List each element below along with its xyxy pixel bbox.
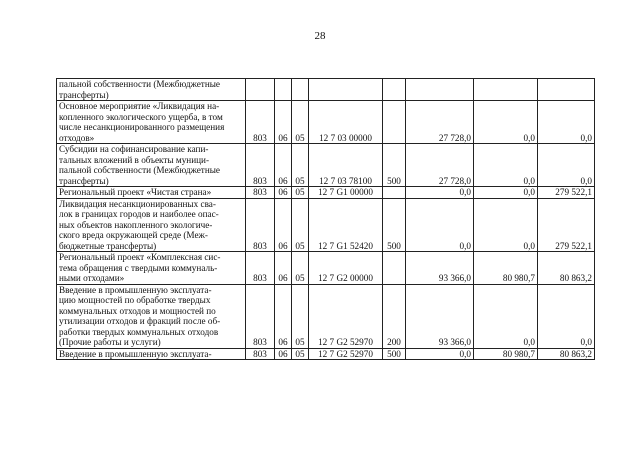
table-row bbox=[57, 144, 595, 187]
ministry-code-cell: 803 bbox=[246, 252, 275, 285]
table-row bbox=[57, 198, 595, 252]
table-row bbox=[57, 348, 595, 360]
amount-year3-cell: 80 863,2 bbox=[538, 252, 595, 285]
section-code-cell: 06 bbox=[275, 252, 292, 285]
amount-year2-cell: 0,0 bbox=[474, 198, 538, 252]
section-code-cell: 06 bbox=[275, 101, 292, 144]
item-name-cell bbox=[57, 144, 246, 187]
target-article-cell: 12 7 03 00000 bbox=[309, 101, 383, 144]
page-number: 28 bbox=[314, 30, 326, 42]
item-name-line: Субсидии на софинансирование капи- bbox=[59, 144, 209, 154]
item-name-line: тальных вложений в объекты муници- bbox=[59, 154, 210, 165]
subsection-code-cell: 05 bbox=[292, 187, 309, 199]
item-name-cell bbox=[57, 79, 246, 101]
item-name-line: ными отходами» bbox=[59, 273, 125, 283]
table-row bbox=[57, 284, 595, 348]
item-name-line: пальной собственности (Межбюджетные bbox=[59, 79, 220, 89]
item-name-line: Региональный проект «Комплексная сис- bbox=[59, 252, 221, 262]
item-name-line: копленного экологического ущерба, в том bbox=[59, 111, 223, 122]
expense-type-cell bbox=[383, 79, 406, 101]
amount-year2-cell: 0,0 bbox=[474, 284, 538, 348]
amount-year2-cell: 80 980,7 bbox=[474, 348, 538, 360]
section-code-cell: 06 bbox=[275, 284, 292, 348]
amount-year3-cell: 279 522,1 bbox=[538, 187, 595, 199]
expense-type-cell: 200 bbox=[383, 284, 406, 348]
expense-type-cell bbox=[383, 101, 406, 144]
amount-year3-cell: 80 863,2 bbox=[538, 348, 595, 360]
amount-year1-cell: 0,0 bbox=[406, 198, 474, 252]
item-name-cell bbox=[57, 348, 246, 360]
item-name-line: Основное мероприятие «Ликвидация на- bbox=[59, 101, 220, 111]
item-name-cell bbox=[57, 284, 246, 348]
ministry-code-cell: 803 bbox=[246, 284, 275, 348]
ministry-code-cell: 803 bbox=[246, 144, 275, 187]
subsection-code-cell bbox=[292, 79, 309, 101]
amount-year1-cell: 93 366,0 bbox=[406, 252, 474, 285]
budget-table bbox=[56, 78, 595, 360]
section-code-cell bbox=[275, 79, 292, 101]
item-name-line: Ликвидация несанкционированных сва- bbox=[59, 198, 216, 209]
amount-year3-cell: 0,0 bbox=[538, 144, 595, 187]
amount-year3-cell bbox=[538, 79, 595, 101]
item-name-line: утилизации отходов и фракций после об- bbox=[59, 316, 221, 326]
subsection-code-cell: 05 bbox=[292, 284, 309, 348]
item-name-line: ных объектов накопленного экологиче- bbox=[59, 219, 213, 230]
section-code-cell: 06 bbox=[275, 187, 292, 199]
table-body bbox=[57, 79, 595, 360]
amount-year2-cell bbox=[474, 79, 538, 101]
section-code-cell: 06 bbox=[275, 198, 292, 252]
ministry-code-cell bbox=[246, 79, 275, 101]
item-name-line: коммунальных отходов и мощностей по bbox=[59, 305, 216, 316]
item-name-cell bbox=[57, 252, 246, 285]
amount-year1-cell: 93 366,0 bbox=[406, 284, 474, 348]
item-name-line: Введение в промышленную эксплуата- bbox=[59, 348, 212, 359]
table-row bbox=[57, 101, 595, 144]
expense-type-cell: 500 bbox=[383, 348, 406, 360]
target-article-cell: 12 7 03 78100 bbox=[309, 144, 383, 187]
subsection-code-cell: 05 bbox=[292, 101, 309, 144]
item-name-line: пальной собственности (Межбюджетные bbox=[59, 165, 220, 175]
target-article-cell: 12 7 G2 52970 bbox=[309, 348, 383, 360]
item-name-line: тема обращения с твердыми коммуналь- bbox=[59, 262, 218, 273]
item-name-line: ского вреда окружающей среде (Меж- bbox=[59, 230, 208, 240]
target-article-cell bbox=[309, 79, 383, 101]
expense-type-cell: 500 bbox=[383, 198, 406, 252]
item-name-line: отходов» bbox=[59, 132, 95, 143]
section-code-cell: 06 bbox=[275, 144, 292, 187]
section-code-cell: 06 bbox=[275, 348, 292, 360]
item-name-line: цию мощностей по обработке твердых bbox=[59, 295, 211, 305]
expense-type-cell bbox=[383, 187, 406, 199]
target-article-cell: 12 7 G1 00000 bbox=[309, 187, 383, 199]
amount-year2-cell: 0,0 bbox=[474, 101, 538, 144]
table-row bbox=[57, 187, 595, 199]
amount-year2-cell: 0,0 bbox=[474, 144, 538, 187]
table-row bbox=[57, 252, 595, 285]
item-name-line: числе несанкционированного размещения bbox=[59, 122, 225, 132]
subsection-code-cell: 05 bbox=[292, 252, 309, 285]
amount-year1-cell: 0,0 bbox=[406, 187, 474, 199]
item-name-cell bbox=[57, 101, 246, 144]
target-article-cell: 12 7 G2 52970 bbox=[309, 284, 383, 348]
item-name-line: лок в границах городов и наиболее опас- bbox=[59, 209, 219, 219]
subsection-code-cell: 05 bbox=[292, 144, 309, 187]
ministry-code-cell: 803 bbox=[246, 348, 275, 360]
item-name-line: Региональный проект «Чистая страна» bbox=[59, 187, 212, 197]
target-article-cell: 12 7 G2 00000 bbox=[309, 252, 383, 285]
target-article-cell: 12 7 G1 52420 bbox=[309, 198, 383, 252]
item-name-cell bbox=[57, 187, 246, 199]
amount-year3-cell: 0,0 bbox=[538, 101, 595, 144]
subsection-code-cell: 05 bbox=[292, 348, 309, 360]
amount-year3-cell: 279 522,1 bbox=[538, 198, 595, 252]
table-row bbox=[57, 79, 595, 101]
amount-year3-cell: 0,0 bbox=[538, 284, 595, 348]
ministry-code-cell: 803 bbox=[246, 198, 275, 252]
expense-type-cell: 500 bbox=[383, 144, 406, 187]
item-name-line: работки твердых коммунальных отходов bbox=[59, 326, 219, 337]
item-name-line: бюджетные трансферты) bbox=[59, 240, 157, 251]
amount-year2-cell: 0,0 bbox=[474, 187, 538, 199]
item-name-line: трансферты) bbox=[59, 175, 109, 186]
amount-year1-cell: 0,0 bbox=[406, 348, 474, 360]
item-name-line: Введение в промышленную эксплуата- bbox=[59, 284, 212, 295]
subsection-code-cell: 05 bbox=[292, 198, 309, 252]
amount-year1-cell bbox=[406, 79, 474, 101]
ministry-code-cell: 803 bbox=[246, 101, 275, 144]
expense-type-cell bbox=[383, 252, 406, 285]
item-name-line: трансферты) bbox=[59, 89, 109, 100]
item-name-line: (Прочие работы и услуги) bbox=[59, 337, 161, 347]
item-name-cell bbox=[57, 198, 246, 252]
amount-year1-cell: 27 728,0 bbox=[406, 144, 474, 187]
ministry-code-cell: 803 bbox=[246, 187, 275, 199]
amount-year2-cell: 80 980,7 bbox=[474, 252, 538, 285]
amount-year1-cell: 27 728,0 bbox=[406, 101, 474, 144]
